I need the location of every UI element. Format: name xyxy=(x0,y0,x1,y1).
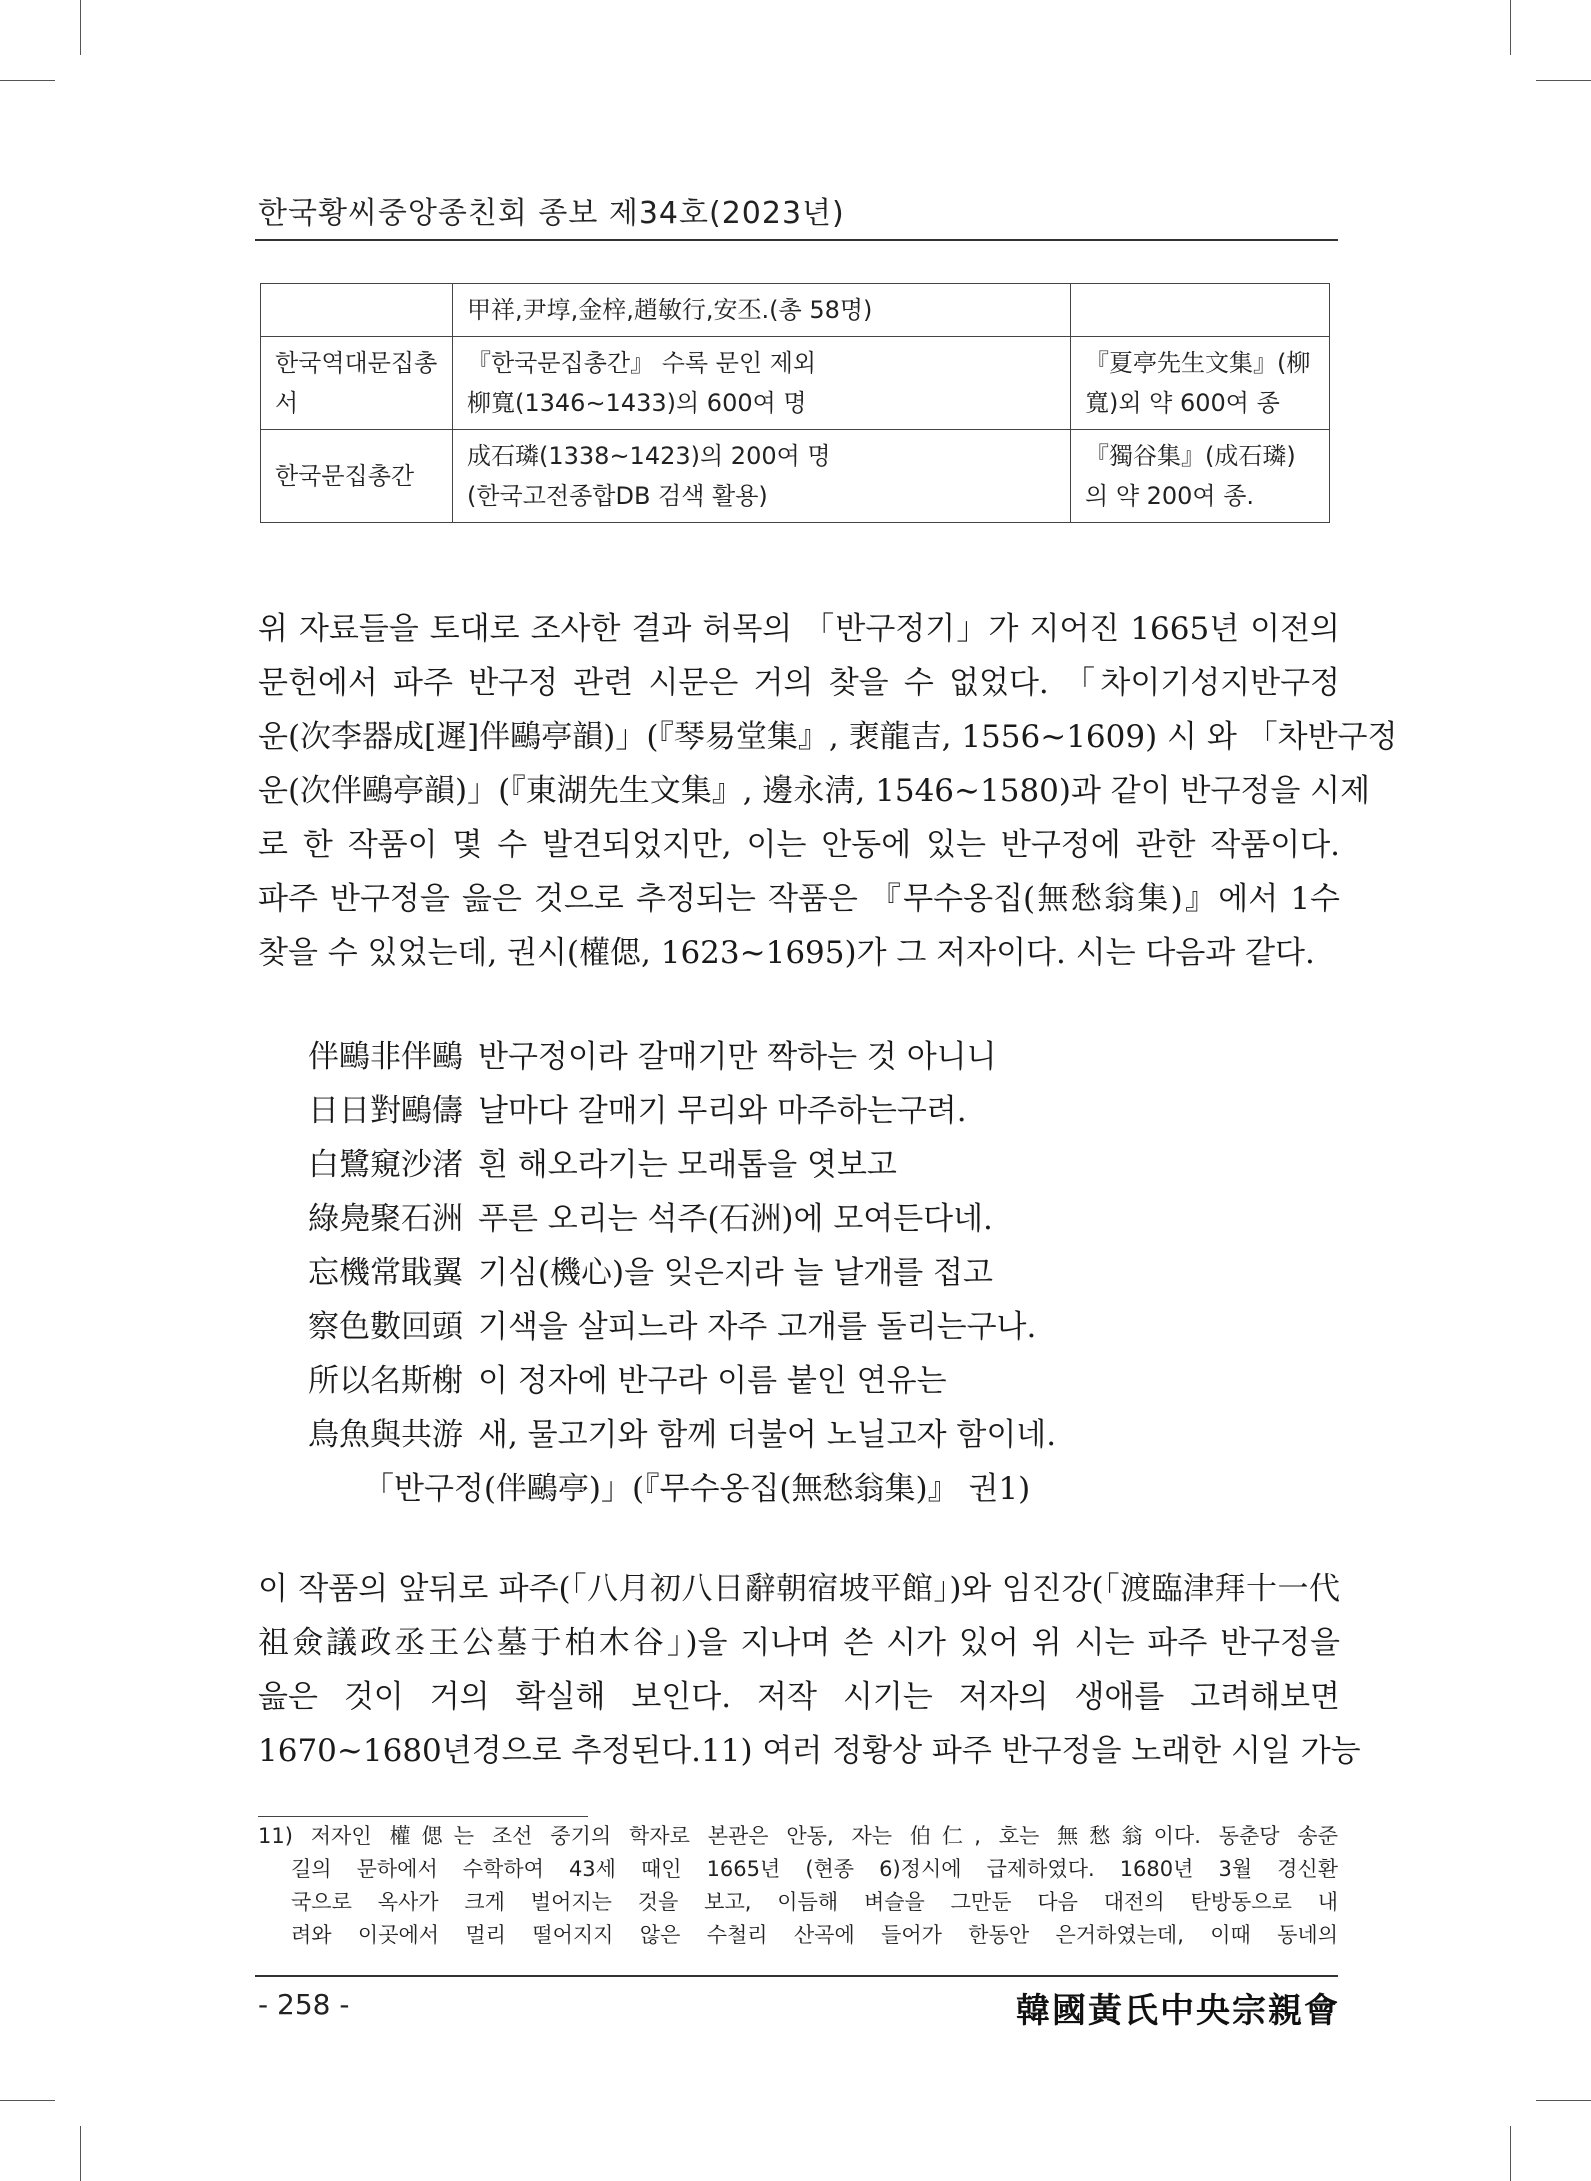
poem-translation: 기색을 살피느라 자주 고개를 돌리는구나. xyxy=(478,1309,1037,1345)
footnote-line: 길의 문하에서 수학하여 43세 때인 1665년 (현종 6)정시에 급제하였다. 1680년 3월 경신환 xyxy=(291,1857,1338,1881)
table-row xyxy=(261,284,1330,337)
text-line: 찾을 수 있었는데, 권시(權偲, 1623~1695)가 그 저자이다. 시는 다음과 같다. xyxy=(258,935,1315,971)
poem-translation: 날마다 갈매기 무리와 마주하는구려. xyxy=(478,1093,967,1129)
table-cell: 甲祥,尹埻,金梓,趙敏行,安丕.(총 58명) xyxy=(453,284,1071,337)
crop-mark xyxy=(0,80,55,81)
crop-mark xyxy=(80,2126,81,2181)
table-cell: 『獨谷集』(成石璘)의 약 200여 종. xyxy=(1071,430,1330,523)
text-line: 파주 반구정을 읊은 것으로 추정되는 작품은 『무수옹집(無愁翁集)』에서 1수 xyxy=(258,881,1340,917)
poem-translation: 새, 물고기와 함께 더불어 노닐고자 함이네. xyxy=(478,1417,1057,1453)
source-table xyxy=(260,283,1330,523)
table-cell: 한국역대문집총서 xyxy=(261,337,453,430)
org-logo: 韓國黃氏中央宗親會 xyxy=(1016,1991,1340,2031)
footnote-rule xyxy=(258,1816,588,1817)
poem-citation-row xyxy=(308,1462,1056,1516)
crop-mark xyxy=(80,0,81,55)
poem-line xyxy=(308,1192,1056,1246)
crop-mark xyxy=(1510,2126,1511,2181)
table-row xyxy=(261,430,1330,523)
text-line: 운(次伴鷗亭韻)」(『東湖先生文集』, 邊永淸, 1546∼1580)과 같이 반구정을 시제 xyxy=(258,773,1371,809)
poem-hanja: 忘機常戢翼 xyxy=(308,1255,463,1291)
text-line: 1670~1680년경으로 추정된다.11) 여러 정황상 파주 반구정을 노래한 시일 가능 xyxy=(258,1733,1361,1769)
footnote-line: 11) 저자인 權偲는 조선 중기의 학자로 본관은 안동, 자는 伯仁, 호는 無愁翁이다. 동춘당 송준 xyxy=(258,1824,1338,1848)
text-line: 로 한 작품이 몇 수 발견되었지만, 이는 안동에 있는 반구정에 관한 작품이다. xyxy=(258,827,1340,863)
poem-hanja: 綠鳧聚石洲 xyxy=(308,1201,463,1237)
crop-mark xyxy=(1536,80,1591,81)
table-cell: 한국문집총간 xyxy=(261,430,453,523)
poem-line xyxy=(308,1354,1056,1408)
text-line: 읊은 것이 거의 확실해 보인다. 저작 시기는 저자의 생애를 고려해보면 xyxy=(258,1679,1340,1715)
crop-mark xyxy=(0,2100,55,2101)
table-cell xyxy=(1071,284,1330,337)
text-line: 이 작품의 앞뒤로 파주(「八月初八日辭朝宿坡平館」)와 임진강(「渡臨津拜十一代 xyxy=(258,1571,1340,1607)
poem-translation: 기심(機心)을 잊은지라 늘 날개를 접고 xyxy=(478,1255,993,1291)
poem-translation: 반구정이라 갈매기만 짝하는 것 아니니 xyxy=(478,1039,997,1075)
text-line: 위 자료들을 토대로 조사한 결과 허목의 「반구정기」가 지어진 1665년 이전의 xyxy=(258,611,1340,647)
poem-translation: 흰 해오라기는 모래톱을 엿보고 xyxy=(478,1147,897,1183)
poem-line xyxy=(308,1408,1056,1462)
poem-hanja: 白鷺窺沙渚 xyxy=(308,1147,463,1183)
table-row xyxy=(261,337,1330,430)
text-line: 祖僉議政丞王公墓于柏木谷」)을 지나며 쓴 시가 있어 위 시는 파주 반구정을 xyxy=(258,1625,1340,1661)
poem-citation: 「반구정(伴鷗亭)」(『무수옹집(無愁翁集)』 권1) xyxy=(363,1471,1031,1507)
footer-rule xyxy=(255,1975,1338,1977)
footnote xyxy=(258,1820,1338,1952)
table-cell xyxy=(261,284,453,337)
table-cell: 『한국문집총간』 수록 문인 제외 柳寬(1346∼1433)의 600여 명 xyxy=(453,337,1071,430)
poem-hanja: 所以名斯榭 xyxy=(308,1363,463,1399)
paragraph xyxy=(258,1562,1361,1778)
poem-line xyxy=(308,1300,1056,1354)
footnote-line: 국으로 옥사가 크게 벌어지는 것을 보고, 이듬해 벼슬을 그만둔 다음 대전의 탄방동으로 내 xyxy=(291,1890,1338,1914)
text-line: 운(次李器成[遲]伴鷗亭韻)」(『琴易堂集』, 裵龍吉, 1556~1609) 시 와 「차반구정 xyxy=(258,719,1398,755)
crop-mark xyxy=(1510,0,1511,55)
poem xyxy=(308,1030,1056,1516)
page-number: - 258 - xyxy=(258,1988,350,2021)
running-header: 한국황씨중앙종친회 종보 제34호(2023년) xyxy=(258,196,845,231)
poem-translation: 푸른 오리는 석주(石洲)에 모여든다네. xyxy=(478,1201,993,1237)
poem-line xyxy=(308,1246,1056,1300)
poem-hanja: 伴鷗非伴鷗 xyxy=(308,1039,463,1075)
table-cell: 成石璘(1338~1423)의 200여 명 (한국고전종합DB 검색 활용) xyxy=(453,430,1071,523)
poem-line xyxy=(308,1030,1056,1084)
crop-mark xyxy=(1536,2100,1591,2101)
poem-translation: 이 정자에 반구라 이름 붙인 연유는 xyxy=(478,1363,947,1399)
paragraph xyxy=(258,602,1398,980)
poem-line xyxy=(308,1138,1056,1192)
footnote-line: 려와 이곳에서 멀리 떨어지지 않은 수철리 산곡에 들어가 한동안 은거하였는데, 이때 동네의 xyxy=(291,1923,1338,1947)
table-cell: 『夏亭先生文集』(柳寬)외 약 600여 종 xyxy=(1071,337,1330,430)
header-rule xyxy=(255,239,1338,241)
poem-hanja: 察色數回頭 xyxy=(308,1309,463,1345)
poem-hanja: 日日對鷗儔 xyxy=(308,1093,463,1129)
poem-line xyxy=(308,1084,1056,1138)
text-line: 문헌에서 파주 반구정 관련 시문은 거의 찾을 수 없었다. 「차이기성지반구정 xyxy=(258,665,1340,701)
poem-hanja: 鳥魚與共游 xyxy=(308,1417,463,1453)
